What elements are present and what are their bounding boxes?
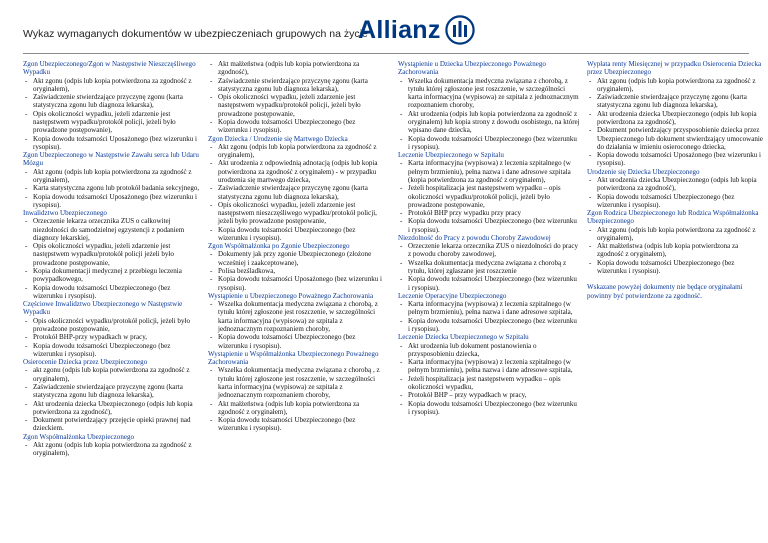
eagle-logo-icon [445,15,475,45]
bullet-dash: - [589,225,592,234]
bullet-dash: - [25,399,28,408]
bullet-dash: - [25,382,28,391]
bullet-dash: - [210,60,213,68]
section-heading: Zgon Ubezpieczonego w Następstwie Zawału serca lub Udaru Mózgu [23,151,199,168]
bullet-dash: - [400,134,403,143]
section-heading: Wystąpienie u Współmałżonka Ubezpieczonego Poważnego Zachorowania [208,349,379,367]
list-item-text: Akt małżeństwa (odpis lub kopia potwierdzona za zgodność z oryginałem), [597,242,739,259]
list-item [208,143,386,160]
list-item-text: Wszelka dokumentacja medyczna związana z chorobą, z tytułu której zgłoszone jest roszczenie, w szczególności karta informacyjna (wypisowa) ze szpitala z jednoznacznym rozpoznaniem choroby, [218,300,378,333]
bullet-dash: - [589,175,592,184]
bullet-dash: - [25,283,28,292]
list-item [23,416,201,433]
bullet-dash: - [25,316,28,325]
document-title: Wykaz wymaganych dokumentów w ubezpieczeniach grupowych na życie [23,28,368,40]
section-heading: Wypłata renty Miesięcznej w przypadku Osierocenia Dziecka przez Ubezpieczonego [587,60,762,77]
bullet-dash: - [25,93,28,102]
list-item-text: Akt urodzenia lub dokument postanowienia o przysposobieniu dziecka, [408,341,537,358]
list-item-text: Kopia dowodu tożsamości Ubezpieczonego (bez wizerunku i rysopisu). [218,333,356,350]
list-item [23,193,201,210]
column-1 [23,60,201,458]
bullet-dash: - [25,341,28,350]
list-item-text: Opis okoliczności wypadku, jeżeli zdarzenie jest następstwem wypadku/protokół policji jeżeli było prowadzone postępowanie, [33,242,174,267]
list-item-text: Wszelka dokumentacja medyczna związana z chorobą, z tytułu której zgłoszone jest roszczenie, w szczególności karta informacyjna (wypisowa) ze szpitala z jednoznacznym rozpoznaniem choroby, [408,76,579,110]
list-item-text: Akt urodzenia (odpis lub kopia potwierdzona za zgodność z oryginałem) lub kopia strony z dowodu osobistego, na której wpisano dane dziecka, [408,109,580,135]
bullet-dash: - [25,416,28,425]
list-item [208,201,386,226]
list-item [23,77,201,94]
bullet-dash: - [400,184,403,193]
list-item [398,209,580,217]
bullet-dash: - [210,300,213,309]
list-item-text: Kopia dowodu tożsamości Uposażonego (bez wizerunku i rysopisu). [597,151,761,168]
list-item-text: Kopia dowodu tożsamości Ubezpieczonego (bez wizerunku i rysopisu). [408,217,577,234]
list-item [587,242,765,259]
list-item-text: akt zgonu (odpis lub kopia potwierdzona za zgodność z oryginałem), [33,366,190,383]
list-item-text: Akt zgonu (odpis lub kopia potwierdzona za zgodność z oryginałem), [33,167,192,184]
list-item [23,184,201,192]
list-item [398,135,580,152]
list-item-text: Kopia dowodu tożsamości Ubezpieczonego (bez wizerunku i rysopisu). [408,316,577,333]
list-item [587,126,765,151]
list-item [23,342,201,359]
list-item-text: Akt urodzenia dziecka Ubezpieczonego (odpis lub kopia potwierdzona za zgodność), [597,109,757,126]
section-heading: Leczenie Ubezpieczonego w Szpitalu [398,151,504,160]
bullet-dash: - [400,242,403,251]
list-item [398,375,580,392]
list-item [398,159,580,184]
list-item [23,383,201,400]
bullet-dash: - [25,242,28,251]
list-item [23,110,201,135]
bullet-dash: - [25,440,28,449]
section-heading: Osierocenie Dziecka przez Ubezpieczonego [23,358,148,367]
list-item [587,226,765,243]
bullet-dash: - [589,126,592,135]
section-heading: Wystąpienie u Ubezpieczonego Poważnego Zachorowania [208,291,374,300]
list-item-text: Kopia dowodu tożsamości Uposażonego (bez wizerunku i rysopisu). [33,192,197,209]
list-item-text: Kopia dowodu tożsamości Ubezpieczonego (bez wizerunku i rysopisu). [597,192,735,209]
list-item-text: Jeżeli hospitalizacja jest następstwem wypadku – opis okoliczności wypadku, [408,374,561,391]
bullet-dash: - [210,399,213,408]
list-item [587,193,765,210]
list-item-text: Kopia dokumentacji medycznej z przebiegu leczenia powypadkowego, [33,267,182,284]
bullet-dash: - [400,275,403,284]
column-2 [208,60,386,433]
bullet-dash: - [210,275,213,284]
bullet-dash: - [25,167,28,176]
list-item-text: Akt urodzenia z odpowiednią adnotacją (odpis lub kopia potwierdzona za zgodność z oryginałem) - w przypadku urodzenia się martwego dziecka, [218,159,378,184]
list-item-text: Opis okoliczności wypadku, jeżeli zdarzenie jest następstwem wypadku/protokół policji, jeżeli było prowadzone postępowanie), [33,109,176,135]
bullet-dash: - [25,366,28,375]
section-heading: Urodzenie się Dziecka Ubezpieczonego [587,167,700,176]
list-item-text: Dokumenty jak przy zgonie Ubezpieczonego (złożone wcześniej i zaakceptowane), [218,250,372,267]
list-item-text: Zaświadczenie stwierdzające przyczynę zgonu (karta statystyczna zgonu lub diagnoza lekarska), [218,76,368,93]
bullet-dash: - [400,341,403,350]
list-item-text: Karta informacyjna (wypisowa) z leczenia szpitalnego (w pełnym brzmieniu), pełna nazwa i dane adresowe szpitala (kopia potwierdzona za zgodność z oryginałem), [408,159,571,184]
section-heading: Wystąpienie u Dziecka Ubezpieczonego Poważnego Zachorowania [398,60,546,77]
list-item [398,400,580,417]
bullet-dash: - [589,109,592,118]
list-item-text: Zaświadczenie stwierdzające przyczynę zgonu (karta statystyczna zgonu lub diagnoza lekarska), [33,93,183,110]
list-item [587,93,765,110]
list-item [398,391,580,399]
list-item-text: Kopia dowodu tożsamości Ubezpieczonego (bez wizerunku i rysopisu). [218,225,356,242]
list-item [587,259,765,276]
section-heading: Zgon Współmałżonka po Zgonie Ubezpieczonego [208,242,350,251]
list-item-text: Kopia dowodu tożsamości Ubezpieczonego (bez wizerunku i rysopisu). [597,258,735,276]
list-item [587,77,765,94]
list-item [398,275,580,292]
list-item-text: Akt urodzenia dziecka Ubezpieczonego (odpis lub kopia potwierdzona za zgodność), [597,175,757,193]
list-item [23,217,201,242]
bullet-dash: - [400,76,403,85]
list-item [208,250,386,267]
list-item-text: Karta informacyjna (wypisowa) z leczenia szpitalnego (w pełnym brzmieniu), pełna nazwa i dane adresowe szpitala, [408,358,573,375]
bullet-dash: - [25,192,28,201]
list-item [208,118,386,135]
list-item [23,93,201,110]
list-item [23,317,201,334]
bullet-dash: - [400,209,403,218]
list-item [587,110,765,127]
bullet-dash: - [210,333,213,342]
bullet-dash: - [589,258,592,267]
list-item [23,400,201,417]
list-item-text: Kopia dowodu tożsamości Uposażonego (bez wizerunku i rysopisu). [218,275,382,292]
list-item-text: Akt urodzenia dziecka Ubezpieczonego (odpis lub kopia potwierdzona za zgodność), [33,399,193,416]
list-item [208,300,386,333]
list-item [208,93,386,118]
list-item [398,300,580,317]
list-item-text: Kopia dowodu tożsamości Ubezpieczonego (bez wizerunku i rysopisu). [218,416,356,433]
list-item-text: Kopia dowodu tożsamości Ubezpieczonego (bez wizerunku i rysopisu). [218,117,356,135]
list-item-text: Karta informacyjna (wypisowa) z leczenia szpitalnego (w pełnym brzmieniu), pełna nazwa i dane adresowe szpitala, [408,300,573,317]
column-4 [587,60,765,300]
list-item [208,60,386,77]
bullet-dash: - [589,93,592,102]
list-item [398,242,580,259]
column-3 [398,60,580,416]
list-item-text: Protokół BHP-przy wypadkach w pracy, [33,333,148,342]
list-item [208,267,386,275]
list-item-text: Polisa bezśladkowa, [218,267,276,276]
bullet-dash: - [25,184,28,193]
section-heading: Zgon Dziecka / Urodzenie się Martwego Dziecka [208,134,348,143]
list-item [208,77,386,94]
list-item [398,184,580,209]
section-heading: Niezdolność do Pracy z powodu Choroby Zawodowej [398,233,551,242]
bullet-dash: - [210,250,213,259]
list-item-text: Dokument potwierdzający przysposobienie dziecka przez Ubezpieczonego lub dokument stwierdzający umocowanie do działania w imieniu osieroconego dziecka, [597,126,763,151]
bullet-dash: - [589,76,592,85]
bullet-dash: - [400,159,403,168]
list-item [208,226,386,243]
bullet-dash: - [400,374,403,383]
bullet-dash: - [25,333,28,342]
list-item-text: Akt zgonu (odpis lub kopia potwierdzona za zgodność z oryginałem), [218,142,377,160]
list-item [23,267,201,284]
section-heading: Zgon Współmałżonka Ubezpieczonego [23,432,135,441]
list-item-text: Wszelka dokumentacja medyczna związana z chorobą , z tytułu której zgłoszone jest roszczenie, w szczególności karta informacyjna (wypisowa) ze szpitala z jednoznacznym rozpoznaniem choroby, [218,366,380,400]
list-item-text: Akt zgonu (odpis lub kopia potwierdzona za zgodność z oryginałem), [33,76,192,93]
logo-wordmark: Allianz [358,15,441,44]
bullet-dash: - [400,300,403,309]
list-item-text: Akt zgonu (odpis lub kopia potwierdzona za zgodność z oryginałem), [597,76,756,93]
list-item-text: Akt małżeństwa (odpis lub kopia potwierdzona za zgodność), [218,60,360,77]
section-heading: Inwalidztwo Ubezpieczonego [23,209,107,218]
list-item [23,284,201,301]
list-item-text: Kopia dowodu tożsamości Uposażonego (bez wizerunku i rysopisu). [33,134,197,151]
list-item [23,366,201,383]
list-item-text: Opis okoliczności wypadku, jeżeli zdarzenie jest następstwem wypadku/protokół policji, jeżeli było prowadzone postępowanie, [218,93,361,118]
list-item-text: Orzeczenie lekarza orzecznika ZUS o niezdolności do pracy z powodu choroby zawodowej, [408,242,579,259]
bullet-dash: - [210,159,213,168]
list-item [23,168,201,185]
list-item [398,217,580,234]
bullet-dash: - [210,93,213,102]
bullet-dash: - [210,184,213,193]
list-item [208,400,386,417]
bullet-dash: - [400,391,403,400]
header-divider [23,53,749,54]
list-item-text: Zaświadczenie stwierdzające przyczynę zgonu (karta statystyczna zgonu lub diagnoza lekarska), [218,184,368,201]
section-heading: Częściowe Inwalidztwo Ubezpieczonego w Następstwie Wypadku [23,300,183,317]
list-item-text: Protokół BHP – przy wypadkach w pracy, [408,391,527,400]
list-item-text: Zaświadczenie stwierdzające przyczynę zgonu (karta statystyczna zgonu lub diagnoza lekarska), [33,382,183,400]
list-item [208,416,386,433]
list-item [587,176,765,193]
list-item [23,135,201,152]
bullet-dash: - [400,217,403,226]
bullet-dash: - [210,267,213,276]
list-item [208,275,386,292]
bullet-dash: - [400,399,403,408]
list-item [398,77,580,110]
bullet-dash: - [400,109,403,118]
bullet-dash: - [589,192,592,201]
list-item [398,317,580,334]
list-item-text: Kopia dowodu tożsamości Ubezpieczonego (bez wizerunku i rysopisu). [33,283,171,300]
bullet-dash: - [400,358,403,367]
list-item-text: Wszelka dokumentacja medyczna związana z chorobą z tytułu, której zgłaszane jest roszczenie [408,258,567,276]
bullet-dash: - [210,200,213,209]
list-item-text: Orzeczenie lekarza orzecznika ZUS o całkowitej niezdolności do samodzielnej egzystencji z podaniem diagnozy lekarskiej, [33,217,185,242]
allianz-logo [358,15,475,45]
list-item [208,333,386,350]
list-item-text: Dokument potwierdzający przejęcie opieki prawnej nad dzieckiem. [33,416,191,433]
list-item [398,259,580,276]
list-item-text: Jeżeli hospitalizacja jest następstwem wypadku – opis okoliczności wypadku/protokół policji, jeżeli było prowadzone postępowanie, [408,184,561,209]
list-item [23,242,201,267]
section-heading: Leczenie Operacyjne Ubezpieczonego [398,291,507,300]
list-item-text: Akt zgonu (odpis lub kopia potwierdzona za zgodność z oryginałem), [33,440,192,458]
list-item-text: Akt zgonu (odpis lub kopia potwierdzona za zgodność z oryginałem), [597,225,756,242]
section-heading: Zgon Ubezpieczonego/Zgon w Następstwie Nieszczęśliwego Wypadku [23,60,196,77]
bullet-dash: - [210,366,213,375]
bullet-dash: - [400,316,403,325]
bullet-dash: - [400,258,403,267]
list-item-text: Opis okoliczności wypadku/protokół policji, jeżeli było prowadzone postępowanie, [33,316,190,333]
list-item [398,342,580,359]
footnote: Wskazane powyżej dokumenty nie będące oryginałami powinny być potwierdzone za zgodność. [587,283,743,300]
bullet-dash: - [589,242,592,251]
bullet-dash: - [210,225,213,234]
bullet-dash: - [25,217,28,226]
bullet-dash: - [210,142,213,151]
list-item-text: Zaświadczenie stwierdzające przyczynę zgonu (karta statystyczna zgonu lub diagnoza lekarska), [597,93,747,110]
bullet-dash: - [25,267,28,276]
list-item-text: Akt małżeństwa (odpis lub kopia potwierdzona za zgodność z oryginałem), [218,399,360,416]
bullet-dash: - [210,416,213,425]
bullet-dash: - [25,109,28,118]
bullet-dash: - [25,76,28,85]
list-item [398,110,580,135]
bullet-dash: - [210,76,213,85]
section-heading: Zgon Rodzica Ubezpieczonego lub Rodzica Współmałżonka Ubezpieczonego [587,209,759,226]
list-item-text: Kopia dowodu tożsamości Ubezpieczonego (bez wizerunku i rysopisu). [408,399,577,416]
list-item-text: Protokół BHP przy wypadku przy pracy [408,209,522,218]
list-item-text: Opis okoliczności wypadku, jeżeli zdarzenie jest następstwem nieszczęśliwego wypadku/protokół policji, jeżeli było prowadzone postępowanie, [218,200,377,226]
bullet-dash: - [210,117,213,126]
section-heading: Leczenie Dziecka Ubezpieczonego w Szpitalu [398,333,529,342]
list-item-text: Kopia dowodu tożsamości Ubezpieczonego (bez wizerunku i rysopisu). [408,275,577,292]
bullet-dash: - [25,134,28,143]
list-item-text: Karta statystyczna zgonu lub protokół badania sekcyjnego, [33,184,200,193]
list-item [208,366,386,399]
list-item [398,358,580,375]
list-item-text: Kopia dowodu tożsamości Ubezpieczonego (bez wizerunku i rysopisu). [33,341,171,358]
list-item [208,184,386,201]
list-item-text: Kopia dowodu tożsamości Ubezpieczonego (bez wizerunku i rysopisu). [408,134,577,151]
list-item [23,441,201,458]
bullet-dash: - [589,151,592,160]
list-item [587,151,765,168]
list-item [208,159,386,184]
list-item [23,333,201,341]
